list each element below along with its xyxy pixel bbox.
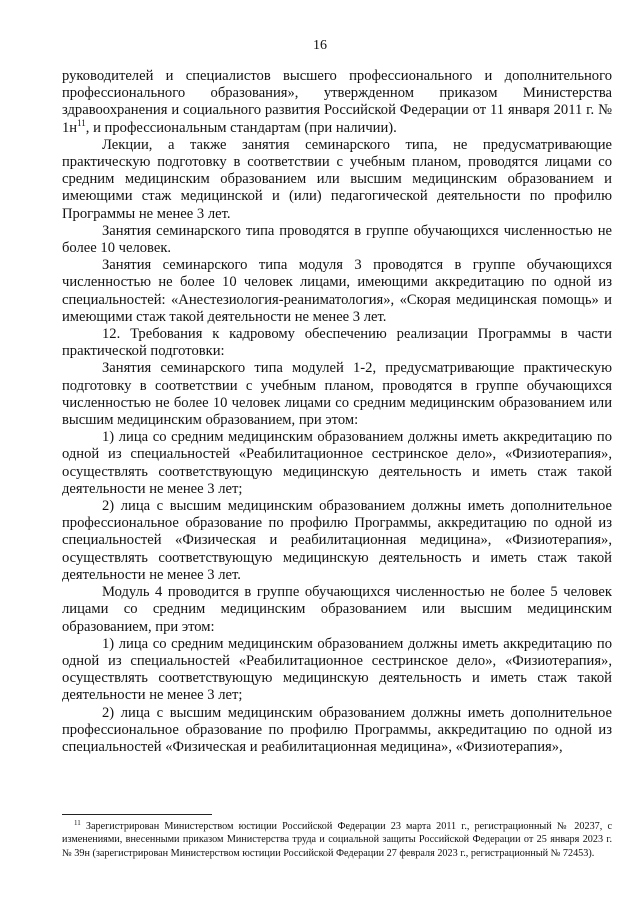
footnote-text: Зарегистрирован Министерством юстиции Российской Федерации 23 марта 2011 г., регистрационный № 20237, с изменениями, внесенными приказом Министерства труда и социальной защиты Российской Федерации от 25 января 2023 г. № 39н (зарегистрирован Министерством юстиции Российской Федерации 27 февраля 2023 г., регистрационный № 72453). bbox=[62, 821, 612, 859]
paragraph-5: 12. Требования к кадровому обеспечению реализации Программы в части практической подготовки: bbox=[62, 326, 612, 360]
paragraph-text-continued: , и профессиональным стандартам (при наличии). bbox=[85, 119, 397, 136]
paragraph-text: руководителей и специалистов высшего профессионального и дополнительного профессионального образования», утвержденном приказом Министерства здравоохранения и социального развития Российской Федерации от 11 января 2011 г. № 1н bbox=[62, 68, 612, 136]
paragraph-10: 1) лица со средним медицинским образованием должны иметь аккредитацию по одной из специальностей «Реабилитационное сестринское дело», «Физиотерапия», осуществлять соответствующую медицинскую деятельность и иметь стаж такой деятельности не менее 3 лет; bbox=[62, 635, 612, 704]
page-number: 16 bbox=[313, 38, 327, 53]
paragraph-3: Занятия семинарского типа проводятся в группе обучающихся численностью не более 10 человек. bbox=[62, 222, 612, 257]
paragraph-4: Занятия семинарского типа модуля 3 проводятся в группе обучающихся численностью не более 10 человек лицами, имеющими аккредитацию по одной из специальностей: «Анестезиология-реаниматология», «Скорая медицинская помощь» и имеющими стаж такой деятельности не менее 3 лет. bbox=[62, 257, 612, 325]
footnote-marker: 11 bbox=[74, 819, 81, 827]
paragraph-9: Модуль 4 проводится в группе обучающихся численностью не более 5 человек лицами со средним медицинским образованием или высшим медицинским образованием, при этом: bbox=[62, 584, 612, 635]
paragraph-8: 2) лица с высшим медицинским образованием должны иметь дополнительное профессиональное образование по профилю Программы, аккредитацию по одной из специальностей «Физическая и реабилитационная медицина», «Физиотерапия», осуществлять соответствующую медицинскую деятельность и иметь стаж такой деятельности не менее 3 лет. bbox=[62, 498, 612, 583]
paragraph-6: Занятия семинарского типа модулей 1-2, предусматривающие практическую подготовку в соответствии с учебным планом, проводятся в группе обучающихся численностью не более 10 человек лицами со средним медицинским образованием или высшим медицинским образованием, при этом: bbox=[62, 360, 612, 429]
paragraph-1 bbox=[62, 68, 612, 137]
paragraph-7: 1) лица со средним медицинским образованием должны иметь аккредитацию по одной из специальностей «Реабилитационное сестринское дело», «Физиотерапия», осуществлять соответствующую медицинскую деятельность и иметь стаж такой деятельности не менее 3 лет; bbox=[62, 429, 612, 497]
footnote bbox=[62, 820, 612, 860]
body-text bbox=[62, 68, 612, 756]
paragraph-2: Лекции, а также занятия семинарского типа, не предусматривающие практическую подготовку в соответствии с учебным планом, проводятся лицами со средним медицинским образованием или высшим медицинским образованием и имеющими стаж медицинской и (или) педагогической деятельности по профилю Программы не менее 3 лет. bbox=[62, 136, 612, 222]
footnote-reference: 11 bbox=[77, 117, 86, 128]
footnote-separator bbox=[62, 814, 212, 815]
paragraph-11: 2) лица с высшим медицинским образованием должны иметь дополнительное профессиональное образование по профилю Программы, аккредитацию по одной из специальностей «Физическая и реабилитационная медицина», «Физиотерапия», bbox=[62, 704, 612, 755]
